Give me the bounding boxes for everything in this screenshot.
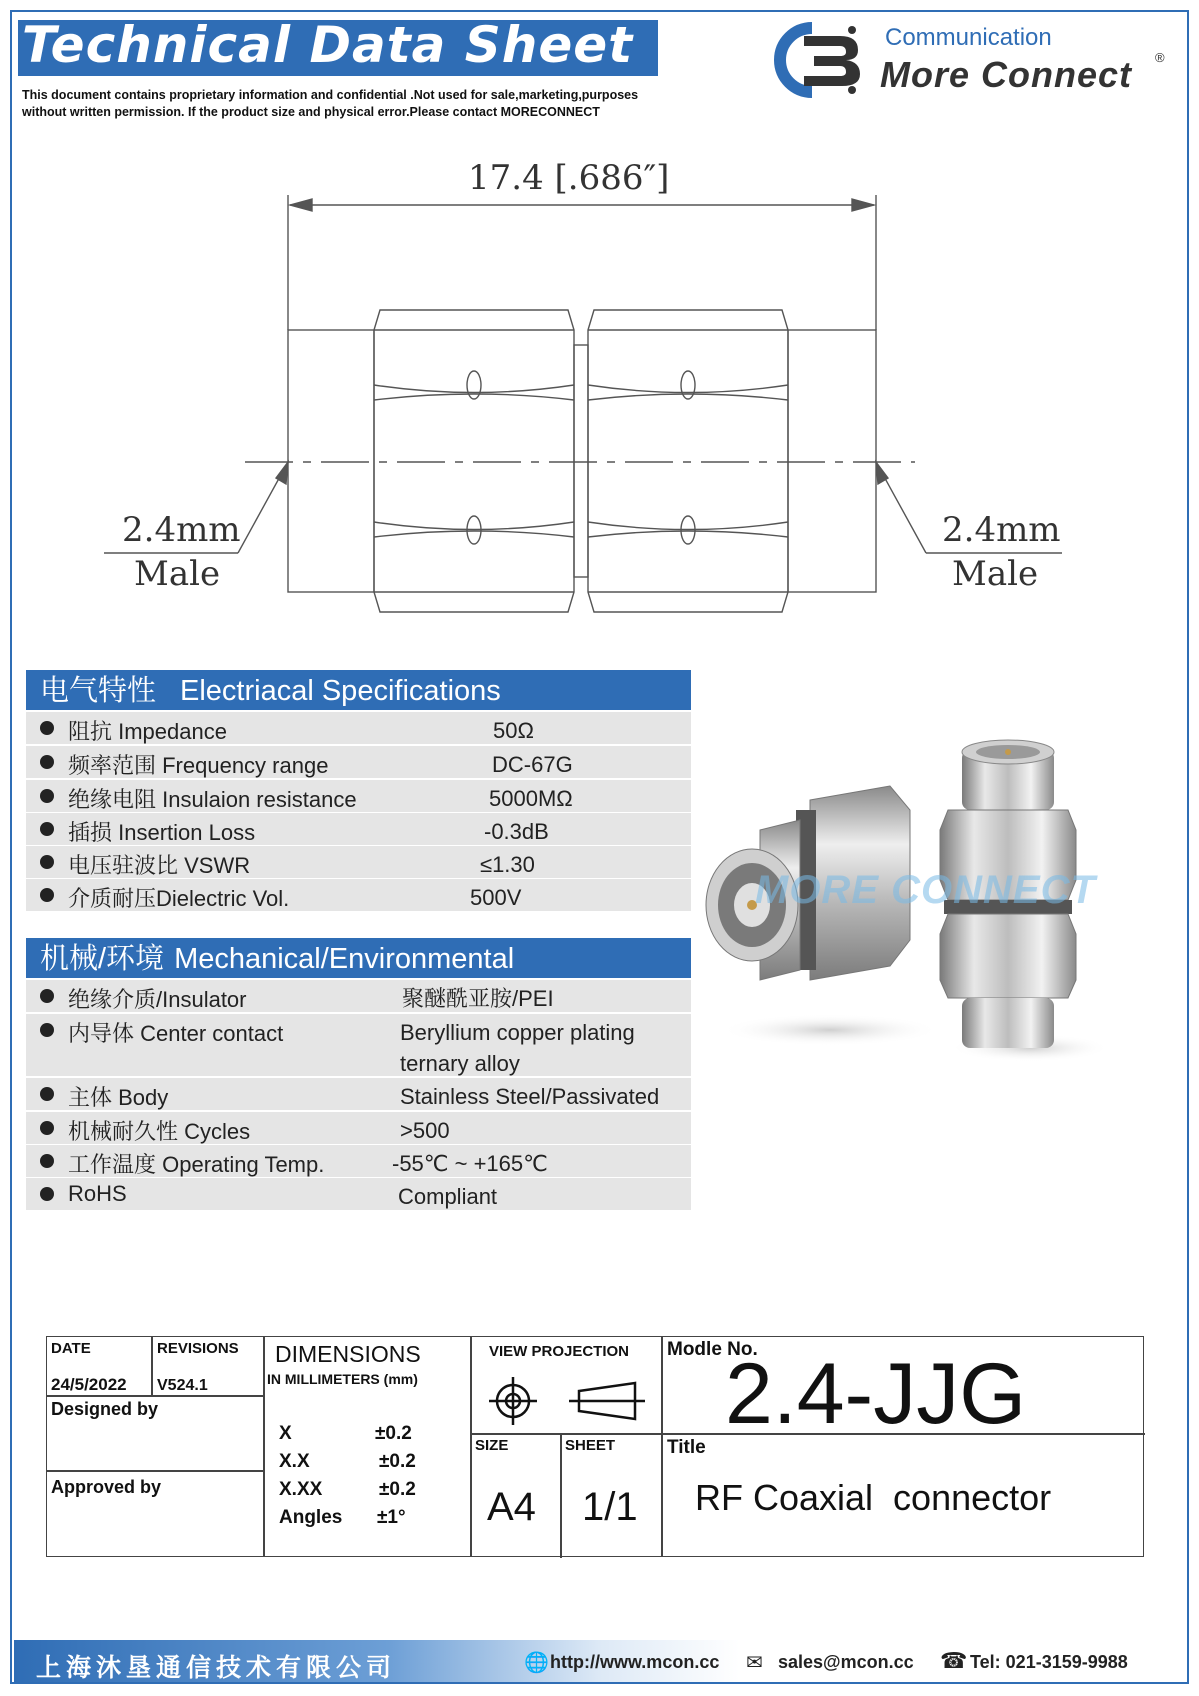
footer-company-name: 上海沐垦通信技术有限公司 bbox=[36, 1653, 397, 1682]
tol-key-angles: Angles bbox=[279, 1507, 343, 1528]
mech-row-insulator bbox=[26, 980, 691, 1012]
bullet-icon bbox=[40, 1087, 54, 1101]
tol-key-x: X bbox=[279, 1423, 292, 1444]
electrical-title-en: Electriacal Specifications bbox=[180, 675, 501, 707]
spec-label: 介质耐压Dielectric Vol. bbox=[68, 886, 290, 911]
tol-val-x: ±0.2 bbox=[375, 1423, 412, 1444]
product-photo bbox=[700, 730, 1180, 1150]
mechanical-section-header bbox=[26, 938, 691, 978]
bullet-icon bbox=[40, 755, 54, 769]
spec-value: 500V bbox=[470, 885, 522, 910]
spec-label: 绝缘介质/Insulator bbox=[68, 987, 247, 1012]
spec-value-line-2: ternary alloy bbox=[400, 1051, 520, 1076]
revisions-value: V524.1 bbox=[157, 1377, 208, 1394]
mech-row-operating-temp bbox=[26, 1145, 691, 1177]
spec-label: 插损 Insertion Loss bbox=[68, 820, 256, 845]
spec-value: ≤1.30 bbox=[480, 852, 535, 877]
sheet-label: SHEET bbox=[565, 1437, 616, 1454]
spec-value: -0.3dB bbox=[484, 819, 549, 844]
tol-key-xxx: X.XX bbox=[279, 1479, 323, 1500]
logo-wordmark: More Connect bbox=[880, 54, 1133, 95]
disclaimer-line-1: This document contains proprietary information and confidential .Not used for sale,marketing,purposes bbox=[22, 88, 639, 102]
left-connector-size: 2.4mm bbox=[122, 510, 241, 550]
mechanical-title-en: Mechanical/Environmental bbox=[174, 943, 515, 975]
title-label: Title bbox=[667, 1437, 706, 1458]
bullet-icon bbox=[40, 721, 54, 735]
spec-label: 机械耐久性 Cycles bbox=[68, 1119, 251, 1144]
spec-row-impedance bbox=[26, 712, 691, 744]
logo-tagline: Communication bbox=[885, 24, 1052, 51]
bullet-icon bbox=[40, 1154, 54, 1168]
view-projection-label: VIEW PROJECTION bbox=[489, 1343, 630, 1360]
spec-row-frequency bbox=[26, 746, 691, 778]
spec-row-dielectric bbox=[26, 879, 691, 911]
mail-icon: ✉ bbox=[746, 1652, 763, 1674]
spec-value: >500 bbox=[400, 1118, 450, 1143]
mech-row-body bbox=[26, 1078, 691, 1110]
designed-by-label: Designed by bbox=[51, 1399, 159, 1419]
mechanical-title-cn: 机械/环境 bbox=[40, 943, 165, 975]
right-connector-gender: Male bbox=[952, 554, 1039, 594]
spec-label: 绝缘电阻 Insulaion resistance bbox=[68, 787, 357, 812]
spec-label: 内导体 Center contact bbox=[68, 1021, 284, 1046]
spec-value: DC-67G bbox=[492, 752, 573, 777]
logo-registered-mark: ® bbox=[1155, 50, 1165, 65]
revisions-label: REVISIONS bbox=[157, 1340, 239, 1357]
bullet-icon bbox=[40, 1187, 54, 1201]
spec-value: 5000MΩ bbox=[489, 786, 573, 811]
spec-label: 电压驻波比 VSWR bbox=[68, 853, 251, 878]
sheet-value: 1/1 bbox=[582, 1485, 638, 1529]
bullet-icon bbox=[40, 855, 54, 869]
spec-label: 阻抗 Impedance bbox=[68, 719, 227, 744]
spec-row-insulation bbox=[26, 780, 691, 812]
mech-row-center-contact bbox=[26, 1014, 691, 1076]
electrical-section-header bbox=[26, 670, 691, 710]
size-label: SIZE bbox=[475, 1437, 509, 1454]
bullet-icon bbox=[40, 989, 54, 1003]
footer-email-link[interactable]: sales@mcon.cc bbox=[778, 1652, 914, 1672]
spec-row-vswr bbox=[26, 846, 691, 878]
date-value: 24/5/2022 bbox=[51, 1375, 127, 1394]
spec-label: 主体 Body bbox=[68, 1085, 169, 1110]
phone-icon: ☎ bbox=[940, 1648, 968, 1673]
dimensions-unit: IN MILLIMETERS (mm) bbox=[267, 1371, 418, 1387]
spec-label: RoHS bbox=[68, 1181, 127, 1206]
footer-tel: Tel: 021-3159-9988 bbox=[970, 1652, 1128, 1672]
approved-by-label: Approved by bbox=[51, 1477, 162, 1497]
page-title: Technical Data Sheet bbox=[22, 16, 634, 74]
spec-value: Compliant bbox=[398, 1184, 498, 1209]
globe-icon: 🌐 bbox=[524, 1652, 549, 1674]
model-value: 2.4-JJG bbox=[725, 1346, 1027, 1442]
right-connector-size: 2.4mm bbox=[942, 510, 1061, 550]
tol-val-xxx: ±0.2 bbox=[379, 1479, 416, 1500]
bullet-icon bbox=[40, 789, 54, 803]
mech-row-rohs bbox=[26, 1178, 691, 1210]
spec-value: Beryllium copper plating bbox=[400, 1020, 635, 1045]
tol-val-angles: ±1° bbox=[377, 1507, 406, 1528]
date-label: DATE bbox=[51, 1340, 91, 1357]
spec-label: 工作温度 Operating Temp. bbox=[68, 1152, 325, 1177]
title-block bbox=[46, 1336, 1144, 1557]
bullet-icon bbox=[40, 888, 54, 902]
spec-value: -55℃ ~ +165℃ bbox=[392, 1151, 548, 1176]
dimensions-title: DIMENSIONS bbox=[275, 1341, 421, 1367]
spec-value: Stainless Steel/Passivated bbox=[400, 1084, 660, 1109]
size-value: A4 bbox=[487, 1485, 536, 1529]
spec-row-insertion-loss bbox=[26, 813, 691, 845]
disclaimer-line-2: without written permission. If the product size and physical error.Please contact MORECONNECT bbox=[22, 105, 600, 119]
tol-key-xx: X.X bbox=[279, 1451, 310, 1472]
projection-symbol-icon bbox=[487, 1377, 647, 1427]
footer-website-link[interactable]: http://www.mcon.cc bbox=[550, 1652, 720, 1672]
electrical-title-cn: 电气特性 bbox=[40, 675, 157, 707]
spec-label: 频率范围 Frequency range bbox=[68, 753, 329, 778]
bullet-icon bbox=[40, 822, 54, 836]
model-label: Modle No. bbox=[667, 1339, 758, 1360]
left-connector-gender: Male bbox=[134, 554, 221, 594]
bullet-icon bbox=[40, 1023, 54, 1037]
title-value: RF Coaxial connector bbox=[695, 1477, 1052, 1518]
spec-value: 聚醚酰亚胺/PEI bbox=[402, 986, 554, 1011]
bullet-icon bbox=[40, 1121, 54, 1135]
photo-watermark: MORE CONNECT bbox=[755, 868, 1096, 912]
tol-val-xx: ±0.2 bbox=[379, 1451, 416, 1472]
mech-row-cycles bbox=[26, 1112, 691, 1144]
spec-value: 50Ω bbox=[493, 718, 534, 743]
length-dimension: 17.4 [.686″] bbox=[468, 158, 670, 198]
